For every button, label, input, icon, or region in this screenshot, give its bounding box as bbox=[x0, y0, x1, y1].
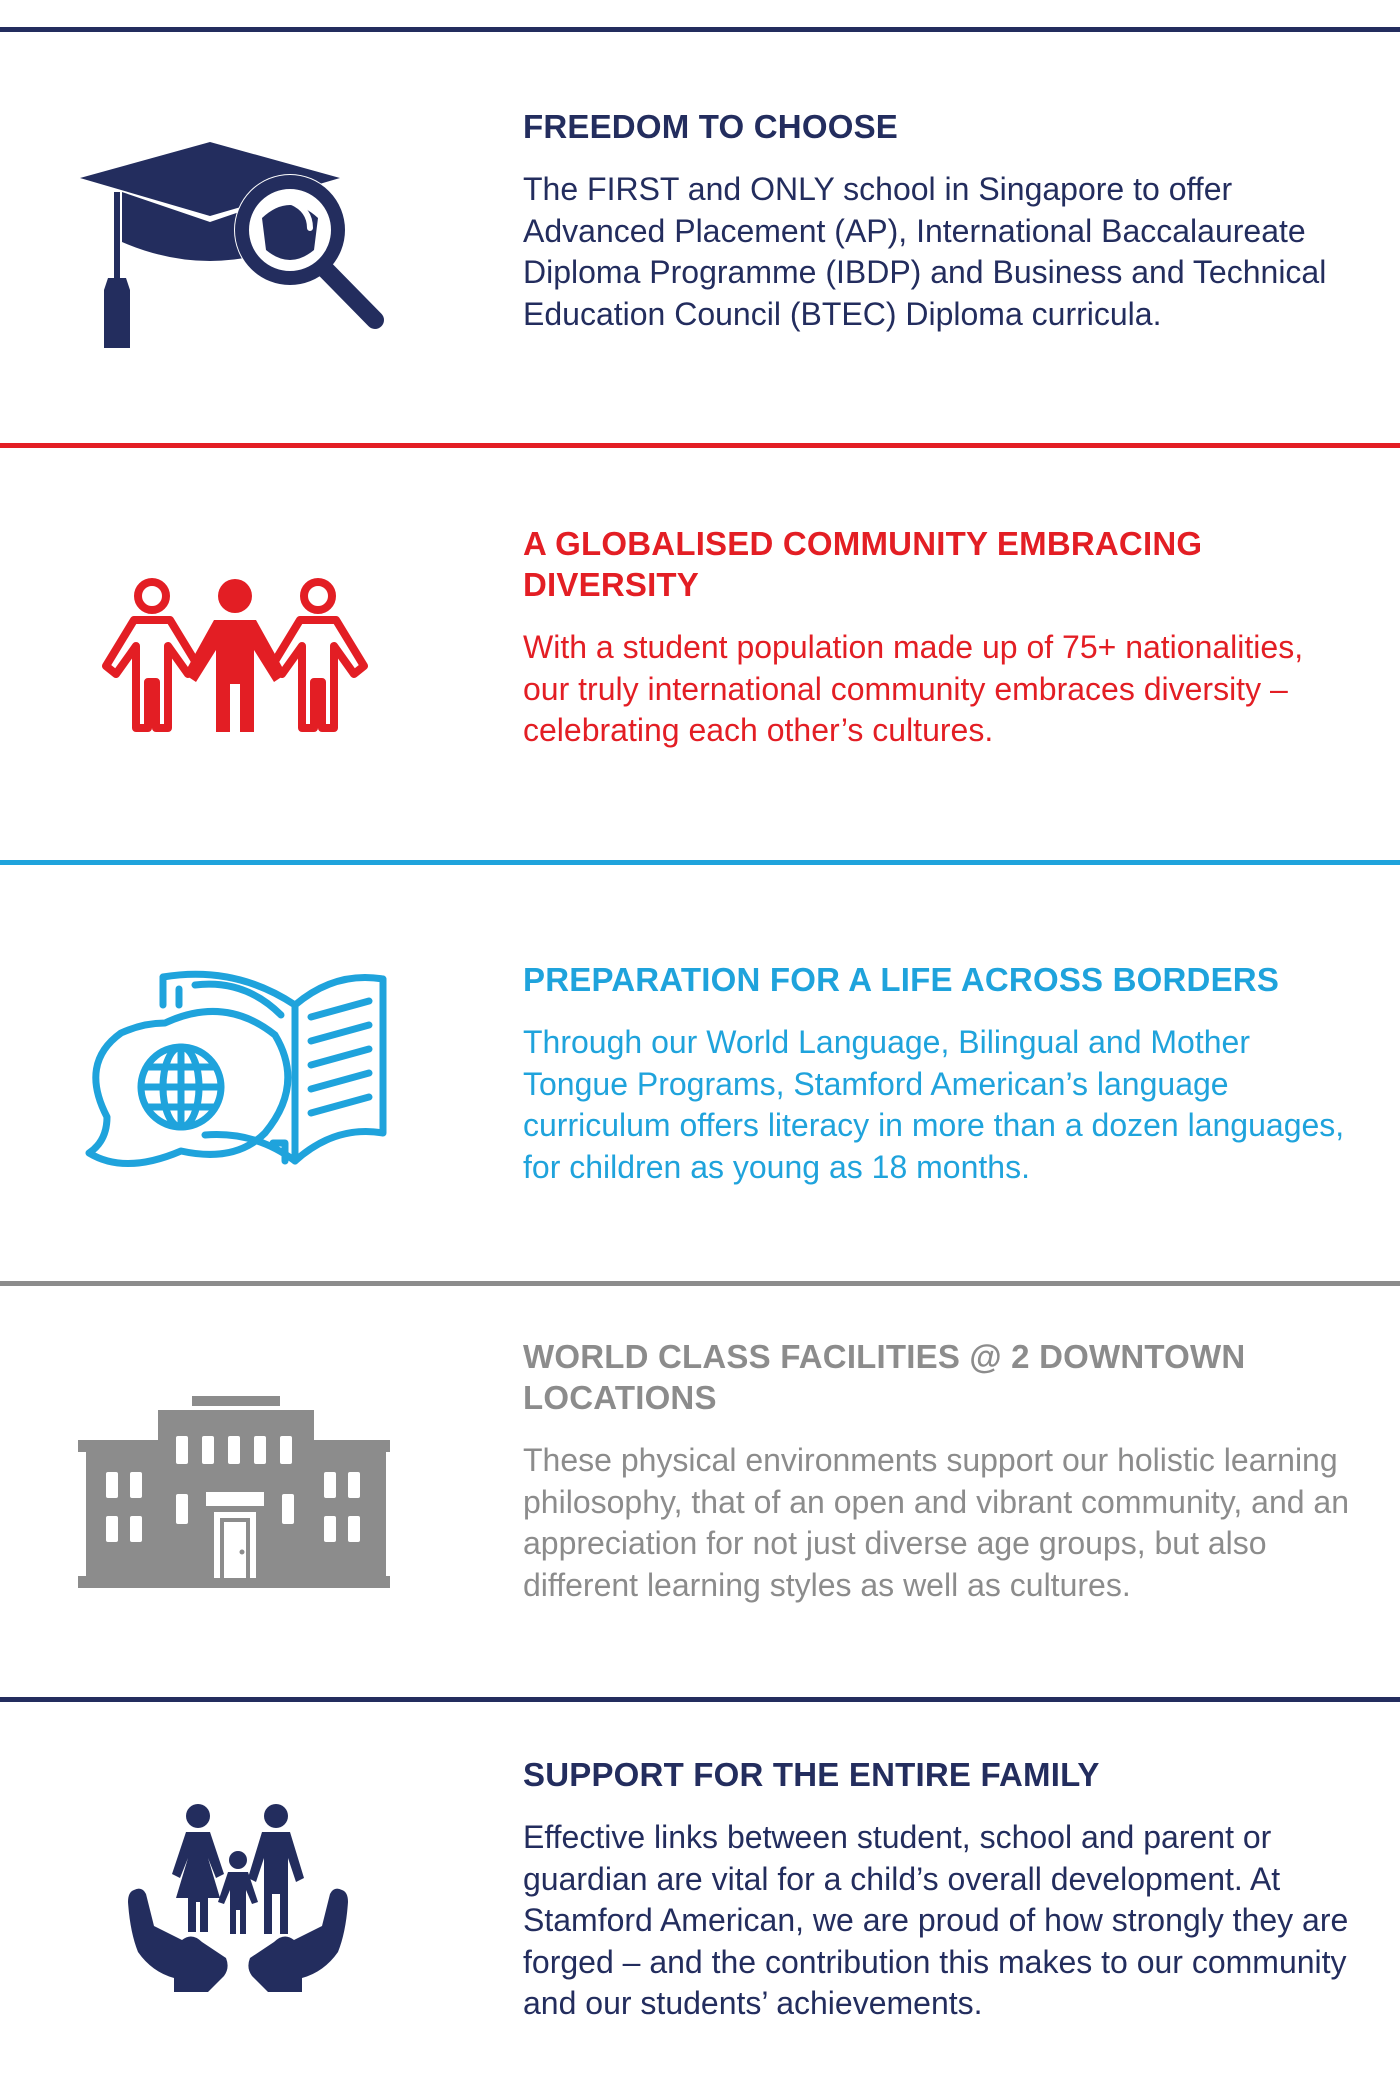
graduation-cap-magnifier-icon bbox=[70, 130, 400, 355]
section-freedom-to-choose bbox=[0, 0, 1400, 443]
section-heading: WORLD CLASS FACILITIES @ 2 DOWNTOWN LOCATIONS bbox=[523, 1338, 1246, 1416]
section-body: With a student population made up of 75+ nationalities, our truly international community embraces diversity – celebrating each other’s cultures. bbox=[523, 629, 1304, 748]
section-heading: FREEDOM TO CHOOSE bbox=[523, 108, 898, 145]
section-heading: PREPARATION FOR A LIFE ACROSS BORDERS bbox=[523, 961, 1280, 998]
book-globe-icon bbox=[85, 965, 395, 1190]
section-text bbox=[523, 1754, 1353, 2025]
section-heading: SUPPORT FOR THE ENTIRE FAMILY bbox=[523, 1756, 1100, 1793]
section-body: The FIRST and ONLY school in Singapore to offer Advanced Placement (AP), International Baccalaureate Diploma Programme (IBDP) and Business and Technical Education Council (BTEC) Diploma curricula. bbox=[523, 171, 1327, 332]
section-text bbox=[523, 523, 1353, 752]
school-building-icon bbox=[78, 1396, 394, 1595]
people-group-icon bbox=[100, 578, 370, 743]
section-heading: A GLOBALISED COMMUNITY EMBRACING DIVERSITY bbox=[523, 525, 1203, 603]
section-support-entire-family bbox=[0, 1702, 1400, 2084]
section-body: These physical environments support our holistic learning philosophy, that of an open and vibrant community, and an appreciation for not just diverse age groups, but also different learning styles as well as cultures. bbox=[523, 1442, 1350, 1603]
section-world-class-facilities bbox=[0, 1286, 1400, 1697]
section-body: Effective links between student, school and parent or guardian are vital for a child’s overall development. At Stamford American, we are proud of how strongly they are forged – and the contribution this makes to our community and our students’ achievements. bbox=[523, 1819, 1349, 2021]
section-globalised-community bbox=[0, 448, 1400, 860]
section-life-across-borders bbox=[0, 865, 1400, 1281]
section-text bbox=[523, 106, 1353, 335]
section-text bbox=[523, 959, 1353, 1188]
section-body: Through our World Language, Bilingual and Mother Tongue Programs, Stamford American’s language curriculum offers literacy in more than a dozen languages, for children as young as 18 months. bbox=[523, 1024, 1345, 1185]
section-text bbox=[523, 1336, 1353, 1606]
family-hands-icon bbox=[128, 1802, 348, 2003]
